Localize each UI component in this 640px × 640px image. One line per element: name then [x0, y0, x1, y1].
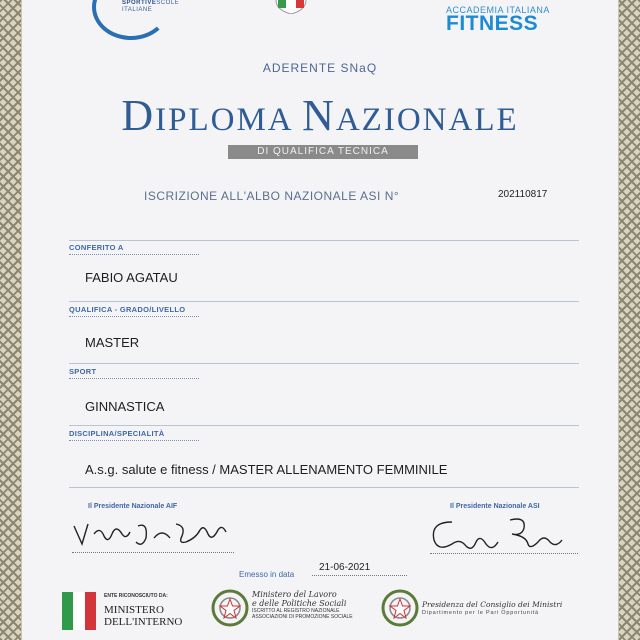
presidenza-line1: Presidenza del Consiglio dei Ministri [422, 600, 563, 609]
field-value-line [69, 425, 579, 426]
title-cap2: N [302, 91, 336, 140]
aif-logo-big: FITNESS [446, 12, 539, 35]
iscrizione-label: ISCRIZIONE ALL'ALBO NAZIONALE ASI N° [144, 189, 400, 203]
diploma-sheet [22, 0, 618, 640]
field-value-line [69, 363, 579, 364]
field-value-name: FABIO AGATAU [85, 270, 178, 285]
lavoro-line1: Ministero del Lavoro [252, 590, 337, 599]
field-label-underline [69, 440, 199, 441]
ministero-interno-line1: MINISTERO [104, 604, 164, 616]
emesso-date: 21-06-2021 [319, 562, 371, 573]
title-rest2: AZIONALE [335, 102, 519, 138]
albo-number: 202110817 [498, 189, 548, 200]
signature-aif [72, 516, 242, 552]
emesso-date-line [312, 575, 407, 576]
ministero-interno-line2: DELL'INTERNO [104, 616, 183, 628]
ente-label: ENTE RICONOSCIUTO DA: [104, 593, 168, 599]
presidenza-line2: Dipartimento per le Pari Opportunità [422, 610, 539, 616]
republic-emblem-icon [380, 588, 420, 628]
field-label-qualifica: QUALIFICA - GRADO/LIVELLO [69, 305, 186, 314]
logo-left-line1: SPORTIVE [122, 0, 157, 6]
lavoro-line4: ASSOCIAZIONI DI PROMOZIONE SOCIALE [252, 614, 353, 620]
lavoro-line3: ISCRITTO AL REGISTRO NAZIONALE [252, 608, 340, 614]
president-asi-title: Il Presidente Nazionale ASI [450, 503, 540, 510]
field-top-line [69, 240, 579, 241]
republic-emblem-icon [210, 588, 250, 628]
italy-shield-icon [272, 0, 310, 14]
field-label-underline [69, 254, 199, 255]
field-label-sport: SPORT [69, 367, 97, 376]
field-label-underline [69, 378, 199, 379]
italian-flag-icon [62, 592, 96, 630]
logo-left-line2: ITALIANE [122, 7, 153, 13]
field-value-line [69, 301, 579, 302]
emesso-label: Emesso in data [239, 570, 295, 579]
field-value-disciplina: A.s.g. salute e fitness / MASTER ALLENAMENTO FEMMINILE [85, 462, 448, 477]
field-label-underline [69, 316, 199, 317]
lavoro-line2: e delle Politiche Sociali [252, 599, 347, 608]
signature-asi [430, 514, 580, 554]
title-rest1: IPLOMA [155, 102, 303, 138]
field-label-conferito: CONFERITO A [69, 243, 124, 252]
aderente-text: ADERENTE SNaQ [262, 61, 378, 75]
aif-logo-small: ACCADEMIA ITALIANA [446, 5, 550, 15]
diploma-title [22, 90, 618, 141]
title-cap1: D [121, 91, 156, 140]
ministero-interno [104, 604, 182, 628]
logo-left-line1b: SCOLE [156, 0, 180, 6]
field-value-sport: GINNASTICA [85, 399, 165, 414]
signature-line-aif [72, 552, 234, 553]
signature-line-asi [430, 553, 578, 554]
field-value-qualifica: MASTER [85, 335, 140, 350]
sport-logo-text [122, 0, 179, 14]
ministero-lavoro [252, 590, 382, 620]
field-value-line [69, 487, 579, 488]
president-aif-title: Il Presidente Nazionale AIF [88, 503, 178, 510]
field-label-disciplina: DISCIPLINA/SPECIALITÀ [69, 429, 165, 438]
presidenza-consiglio [422, 600, 612, 616]
subtitle-band: DI QUALIFICA TECNICA [228, 145, 418, 159]
